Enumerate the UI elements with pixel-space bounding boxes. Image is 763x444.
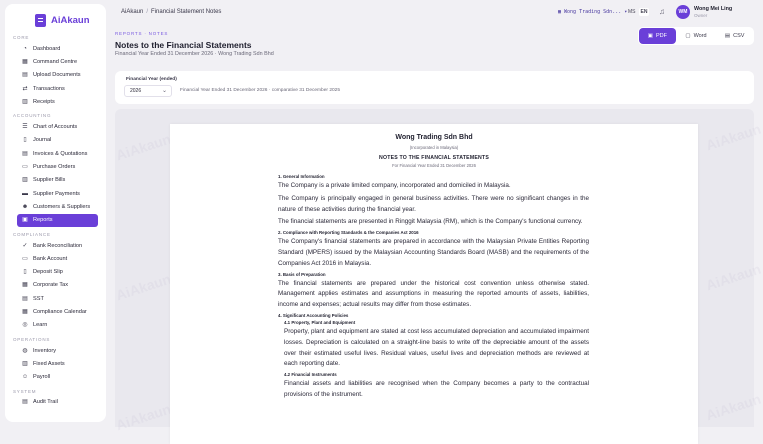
watermark: AiAkaun xyxy=(703,260,763,294)
breadcrumb-current: Financial Statement Notes xyxy=(151,9,222,15)
company-selector[interactable] xyxy=(558,9,627,15)
sidebar-item-label: Learn xyxy=(33,322,48,329)
sidebar-item-supplier-bills[interactable] xyxy=(17,174,98,187)
sidebar-item-command-centre[interactable] xyxy=(17,55,98,68)
sidebar-item-label: Transactions xyxy=(33,85,65,92)
section-heading: 3. Basis of Preparation xyxy=(278,271,326,277)
sidebar-item-label: Fixed Assets xyxy=(33,360,65,367)
sidebar-section-label: ACCOUNTING xyxy=(13,113,52,119)
export-pdf-button[interactable] xyxy=(639,28,676,44)
sidebar-item-label: Customers & Suppliers xyxy=(33,203,91,210)
sidebar-section-label: COMPLIANCE xyxy=(13,231,51,237)
sidebar-item-label: Upload Documents xyxy=(33,72,81,79)
section-heading: 4. Significant Accounting Policies xyxy=(278,312,349,318)
sidebar-item-label: SST xyxy=(33,295,44,302)
export-button-group xyxy=(638,27,754,45)
sidebar-item-fixed-assets[interactable] xyxy=(17,357,98,370)
export-csv-button[interactable] xyxy=(716,28,753,44)
document-company: Wong Trading Sdn Bhd xyxy=(395,134,473,141)
sidebar-item-label: Compliance Calendar xyxy=(33,308,87,315)
invoice-icon: ▤ xyxy=(22,150,28,157)
sidebar-item-label: Supplier Bills xyxy=(33,177,66,184)
financial-year-select[interactable] xyxy=(124,85,172,97)
export-csv-label: CSV xyxy=(733,33,745,39)
watermark: AiAkaun xyxy=(703,390,763,424)
sidebar-item-supplier-payments[interactable] xyxy=(17,187,98,200)
watermark: AiAkaun xyxy=(113,400,173,434)
bell-icon[interactable]: ♫ xyxy=(659,7,665,16)
sidebar-item-label: Deposit Slip xyxy=(33,269,63,276)
section-heading: 2. Compliance with Reporting Standards & the Companies Act 2016 xyxy=(278,230,419,236)
company-selector-label: Wong Trading Sdn... xyxy=(564,9,622,15)
sidebar-section-label: SYSTEM xyxy=(13,388,37,394)
deposit-icon: ▯ xyxy=(23,269,27,276)
paragraph: The financial statements are prepared under the historical cost convention unless otherwise stated. Management applies estimates and assumptions in measuring the reported amounts of assets, liabilities, income and expenses; actual results may differ from those estimates. xyxy=(278,279,589,309)
sidebar-item-label: Bank Reconciliation xyxy=(33,242,83,249)
sidebar-item-compliance-calendar[interactable] xyxy=(17,305,98,318)
audit-icon: ▤ xyxy=(22,399,28,406)
csv-icon: ▤ xyxy=(724,33,731,39)
sidebar-item-bank-reconciliation[interactable] xyxy=(17,239,98,252)
list-icon: ☰ xyxy=(22,124,28,131)
receipt-icon: ▥ xyxy=(22,98,28,105)
sidebar-item-label: Command Centre xyxy=(33,58,78,65)
watermark: AiAkaun xyxy=(113,130,173,164)
sidebar-item-dashboard[interactable] xyxy=(17,42,98,55)
financial-year-label: Financial Year (ended) xyxy=(126,77,177,82)
logo-icon xyxy=(35,14,46,27)
payroll-icon: ☺ xyxy=(21,374,29,381)
app-name: AiAkaun xyxy=(51,15,90,26)
sidebar-item-reports[interactable] xyxy=(17,214,98,227)
paragraph: The Company is a private limited company, incorporated and domiciled in Malaysia. xyxy=(278,182,511,189)
section-heading: 1. General Information xyxy=(278,174,325,179)
sidebar-item-upload-documents[interactable] xyxy=(17,69,98,82)
bill-icon: ▥ xyxy=(22,177,28,184)
sidebar-item-label: Dashboard xyxy=(33,45,61,52)
upload-icon: ▤ xyxy=(22,72,28,79)
cart-icon: ▭ xyxy=(22,164,28,171)
page-eyebrow: REPORTS · NOTES xyxy=(115,31,169,36)
sidebar-item-transactions[interactable] xyxy=(17,82,98,95)
breadcrumb-root[interactable]: AiAkaun xyxy=(121,9,144,15)
sidebar-item-sst[interactable] xyxy=(17,292,98,305)
sidebar-item-payroll[interactable] xyxy=(17,371,98,384)
sidebar-nav xyxy=(5,34,106,409)
grid-icon: ▦ xyxy=(22,58,28,65)
paragraph: The Company is principally engaged in general business activities. There were no significant changes in the nature of these activities during the financial year. xyxy=(278,194,589,213)
chevron-down-icon: ▾ xyxy=(621,9,628,15)
avatar[interactable]: WM xyxy=(676,5,690,19)
calendar-icon: ▦ xyxy=(22,308,28,315)
word-icon: ▢ xyxy=(685,33,691,39)
sidebar-item-label: Reports xyxy=(33,217,53,224)
sidebar-item-label: Chart of Accounts xyxy=(33,124,78,131)
sidebar-section-label: CORE xyxy=(13,35,30,40)
sidebar-item-label: Receipts xyxy=(33,98,55,105)
user-name: Wong Mei Ling xyxy=(694,6,733,12)
subsection-heading: 4.1 Property, Plant and Equipment xyxy=(284,319,356,325)
sidebar-item-inventory[interactable] xyxy=(17,344,98,357)
sidebar-item-bank-account[interactable] xyxy=(17,252,98,265)
financial-year-value: 2026 xyxy=(130,88,142,94)
inventory-icon: ◍ xyxy=(22,347,28,354)
sidebar-item-label: Invoices & Quotations xyxy=(33,150,88,157)
filter-card xyxy=(115,71,754,104)
transactions-icon: ⇄ xyxy=(22,85,28,92)
watermark: AiAkaun xyxy=(703,120,763,154)
sidebar-item-learn[interactable] xyxy=(17,319,98,332)
sidebar-item-customers-suppliers[interactable] xyxy=(17,200,98,213)
dashboard-icon: ◔ xyxy=(23,45,27,52)
sidebar-item-audit-trail[interactable] xyxy=(17,396,98,409)
page-subtitle: Financial Year Ended 31 December 2026 · Wong Trading Sdn Bhd xyxy=(115,51,274,57)
assets-icon: ▥ xyxy=(22,360,28,367)
paragraph: The financial statements are presented in Ringgit Malaysia (RM), which is the Company's functional currency. xyxy=(278,218,583,226)
report-icon: ▣ xyxy=(22,217,28,224)
page-title: Notes to the Financial Statements xyxy=(115,40,252,50)
sidebar-section-label: OPERATIONS xyxy=(13,336,51,342)
payment-icon: ▬ xyxy=(22,190,28,197)
sidebar xyxy=(5,4,106,422)
document-period: For Financial Year Ended 31 December 2026 xyxy=(392,163,476,168)
learn-icon: ◎ xyxy=(22,322,28,329)
sidebar-item-label: Purchase Orders xyxy=(33,164,76,171)
sidebar-item-label: Corporate Tax xyxy=(33,282,69,289)
sidebar-item-invoices-quotations[interactable] xyxy=(17,147,98,160)
sidebar-item-label: Journal xyxy=(33,137,52,144)
check-icon: ✓ xyxy=(22,242,28,249)
sidebar-item-corporate-tax[interactable] xyxy=(17,279,98,292)
language-toggle xyxy=(628,9,649,15)
document-title: NOTES TO THE FINANCIAL STATEMENTS xyxy=(379,155,489,161)
sidebar-item-label: Audit Trail xyxy=(33,399,58,406)
document-body xyxy=(278,174,589,403)
sst-icon: ▤ xyxy=(22,295,28,302)
subsection-heading: 4.2 Financial Instruments xyxy=(284,372,337,378)
watermark: AiAkaun xyxy=(113,270,173,304)
sidebar-item-chart-of-accounts[interactable] xyxy=(17,120,98,133)
lang-en-button[interactable]: EN xyxy=(640,9,648,15)
sidebar-item-label: Payroll xyxy=(33,374,51,381)
breadcrumb-separator: / xyxy=(146,9,149,15)
users-icon: ☻ xyxy=(21,203,29,210)
export-word-button[interactable] xyxy=(678,28,715,44)
topbar xyxy=(110,0,760,26)
sidebar-item-label: Bank Account xyxy=(33,255,68,262)
sidebar-item-label: Supplier Payments xyxy=(33,190,80,197)
journal-icon: ▯ xyxy=(23,137,27,144)
breadcrumb xyxy=(121,9,221,15)
paragraph: The Company's financial statements are prepared in accordance with the Malaysian Private Entities Reporting Standard (MPERS) issued by the Malaysian Accounting Standards Board (MASB) and the requirements of the Companies Act 2016 in Malaysia. xyxy=(278,238,589,267)
user-role: Owner xyxy=(694,13,708,18)
sidebar-item-deposit-slip[interactable] xyxy=(17,265,98,278)
lang-ms-button[interactable]: MS xyxy=(628,9,636,15)
pdf-icon: ▣ xyxy=(647,33,653,39)
tax-icon: ▦ xyxy=(22,282,28,289)
financial-year-note: Financial Year Ended 31 December 2026 · comparative 31 December 2025 xyxy=(180,88,340,93)
building-icon: ▦ xyxy=(558,9,565,15)
document-page xyxy=(170,124,698,444)
paragraph: Financial assets and liabilities are recognised when the Company becomes a party to the contractual provisions of the instrument. xyxy=(284,380,589,398)
app-logo[interactable] xyxy=(5,4,106,30)
bank-icon: ▭ xyxy=(22,255,28,262)
sidebar-item-purchase-orders[interactable] xyxy=(17,160,98,173)
sidebar-item-journal[interactable] xyxy=(17,134,98,147)
sidebar-item-label: Inventory xyxy=(33,347,57,354)
sidebar-item-receipts[interactable] xyxy=(17,95,98,108)
document-incorporation: (Incorporated in Malaysia) xyxy=(409,145,459,150)
document-viewer[interactable] xyxy=(113,109,763,434)
export-word-label: Word xyxy=(693,33,707,39)
chevron-down-icon: ⌄ xyxy=(161,88,167,94)
paragraph: Property, plant and equipment are stated at cost less accumulated depreciation and accumulated impairment losses. Depreciation is calculated on a straight-line basis to write off the depreciable amount of the assets over their estimated useful lives. Residual values, useful lives and depreciation methods are reviewed at each reporting date. xyxy=(284,327,589,368)
export-pdf-label: PDF xyxy=(655,33,667,39)
